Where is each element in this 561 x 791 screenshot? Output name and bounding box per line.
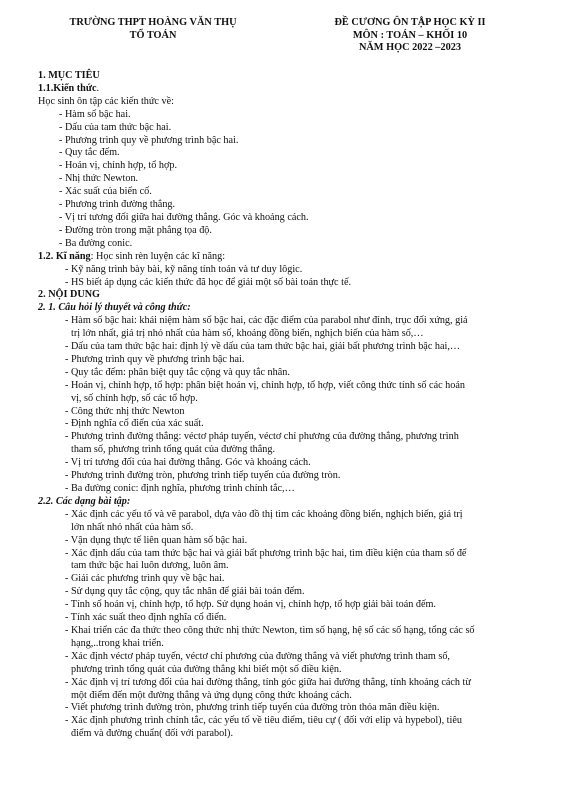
list-item-line: - Xác định phương trình chính tắc, các yếu tố về tiêu điểm, tiêu cự ( đối với elip và hypebol), tiêu [65, 715, 462, 727]
document-header [300, 17, 520, 55]
theory-list [38, 315, 528, 496]
list-item [38, 599, 528, 612]
list-item-line: - Khai triển các đa thức theo công thức nhị thức Newton, tìm số hạng, hệ số các số hạng, tổng các số [65, 624, 475, 636]
list-item-continuation: điểm và đường chuẩn( đối với parabol). [71, 728, 233, 740]
list-item: - Phương trình đường thẳng. [59, 199, 176, 211]
school-year: NĂM HỌC 2022 –2023 [358, 42, 462, 53]
list-item: - Xác suất của biến cố. [59, 186, 152, 198]
list-item [38, 367, 528, 380]
list-item-continuation: tham số, phương trình tổng quát của đường thẳng. [71, 444, 276, 456]
list-item: - Vị trí tương đối giữa hai đường thẳng. Góc và khoảng cách. [59, 211, 309, 223]
list-item [38, 625, 528, 651]
knowledge-intro: Học sinh ôn tập các kiến thức về: [38, 95, 174, 107]
list-item-line: - Xác định dấu của tam thức bậc hai và giải bất phương trình bậc hai, tìm điều kiện của tham số để [65, 547, 467, 559]
list-item-line: - Viết phương trình đường tròn, phương trình tiếp tuyến của đường tròn thỏa mãn điều kiện. [65, 702, 440, 714]
list-item [38, 470, 528, 483]
list-item [38, 418, 528, 431]
list-item: - Phương trình quy về phương trình bậc hai. [59, 134, 239, 146]
list-item [38, 677, 528, 703]
list-item: - Ba đường conic. [59, 237, 133, 249]
list-item-line: - Quy tắc đếm: phân biệt quy tắc cộng và quy tắc nhân. [65, 366, 290, 378]
knowledge-list [38, 109, 528, 251]
department-name: TỔ TOÁN [129, 29, 177, 41]
list-item-line: - Phương trình quy về phương trình bậc hai. [65, 353, 245, 365]
list-item-line: - Công thức nhị thức Newton [65, 405, 185, 417]
list-item-line: - Xác định các yếu tố và vẽ parabol, dựa vào đồ thị tìm các khoảng đồng biến, nghịch biến, giá trị [65, 508, 463, 520]
subsection-skills-title: 1.2. Kĩ năng: Học sinh rèn luyện các kĩ năng: [38, 250, 226, 262]
list-item-line: - Dấu của tam thức bậc hai: định lý về dấu của tam thức bậc hai, giải bất phương trình bậc hai,… [65, 341, 461, 353]
list-item [38, 702, 528, 715]
document-body [38, 70, 528, 741]
list-item [38, 406, 528, 419]
school-name: TRƯỜNG THPT HOÀNG VĂN THỤ [69, 17, 237, 28]
list-item-continuation: trị lớn nhất, giá trị nhỏ nhất của hàm số, khoảng đồng biến, nghịch biến của hàm số,… [71, 328, 424, 340]
list-item: - Hoán vị, chỉnh hợp, tổ hợp. [59, 160, 178, 172]
list-item-continuation: một điểm đến một đường thẳng và ứng dụng công thức khoảng cách. [71, 689, 352, 701]
list-item [38, 535, 528, 548]
subsection-exercises-title: 2.2. Các dạng bài tập: [38, 495, 131, 507]
list-item-continuation: lớn nhất nhỏ nhất của hàm số. [71, 521, 194, 533]
list-item-line: - Định nghĩa cổ điển của xác suất. [65, 418, 204, 430]
exercises-list [38, 509, 528, 741]
list-item-continuation: vị, số chỉnh hợp, số các tổ hợp. [71, 392, 198, 404]
list-item-continuation: phương trình tổng quát của đường thẳng khi biết một số điều kiện. [71, 663, 342, 675]
list-item: - Đường tròn trong mặt phẳng tọa độ. [59, 224, 212, 236]
list-item [38, 354, 528, 367]
list-item-line: - Sử dụng quy tắc cộng, quy tắc nhân để giải bài toán đếm. [65, 586, 305, 598]
list-item-line: - Hoán vị, chỉnh hợp, tổ hợp: phân biệt hoán vị, chỉnh hợp, tổ hợp, viết công thức tính số các hoán [65, 379, 465, 391]
list-item-continuation: hạng,..trong khai triển. [71, 637, 164, 649]
list-item-line: - Xác định véctơ pháp tuyến, véctơ chỉ phương của đường thẳng và viết phương trình tham số, [65, 650, 450, 662]
list-item: - Dấu của tam thức bậc hai. [59, 121, 172, 133]
section-content-title: 2. NỘI DUNG [38, 289, 100, 301]
list-item [38, 573, 528, 586]
subsection-theory-title: 2. 1. Câu hỏi lý thuyết và công thức: [38, 302, 191, 314]
list-item [38, 509, 528, 535]
school-header [48, 17, 258, 42]
list-item [38, 457, 528, 470]
list-item [38, 483, 528, 496]
list-item-line: - Vận dụng thực tế liên quan hàm số bậc hai. [65, 534, 248, 546]
list-item-continuation: tam thức bậc hai luôn dương, luôn âm. [71, 560, 229, 572]
list-item: - HS biết áp dụng các kiến thức đã học để giải một số bài toán thực tế. [65, 276, 352, 288]
list-item-line: - Giải các phương trình quy về bậc hai. [65, 573, 225, 585]
list-item: - Nhị thức Newton. [59, 173, 139, 185]
list-item: - Kỹ năng trình bày bài, kỹ năng tính toán và tư duy lôgic. [65, 263, 303, 275]
subsection-knowledge-title: 1.1.Kiến thức. [38, 82, 100, 94]
list-item: - Quy tắc đếm. [59, 147, 120, 159]
list-item [38, 380, 528, 406]
section-objectives-title: 1. MỤC TIÊU [38, 70, 100, 81]
list-item-line: - Tính xác suất theo định nghĩa cổ điển. [65, 612, 227, 624]
list-item-line: - Xác định vị trí tương đối của hai đường thẳng, tính góc giữa hai đường thẳng, tính khoảng cách từ [65, 676, 471, 688]
list-item-line: - Tính số hoán vị, chỉnh hợp, tổ hợp. Sử dụng hoán vị, chỉnh hợp, tổ hợp giải bài toán đếm. [65, 599, 436, 611]
list-item-line: - Phương trình đường thẳng: véctơ pháp tuyến, véctơ chỉ phương của đường thẳng, phương trình [65, 431, 459, 443]
list-item [38, 315, 528, 341]
list-item [38, 651, 528, 677]
list-item [38, 548, 528, 574]
skills-list [38, 264, 528, 290]
document-title: ĐỀ CƯƠNG ÔN TẬP HỌC KỲ II [334, 17, 486, 28]
list-item [38, 715, 528, 741]
list-item-line: - Hàm số bậc hai: khái niệm hàm số bậc hai, các đặc điểm của parabol như đỉnh, trục đối xứng, giá [65, 315, 468, 327]
list-item [38, 431, 528, 457]
list-item: - Hàm số bậc hai. [59, 108, 131, 120]
list-item [38, 341, 528, 354]
list-item-line: - Phương trình đường tròn, phương trình tiếp tuyến của đường tròn. [65, 470, 341, 482]
subject-line: MÔN : TOÁN – KHỐI 10 [352, 29, 468, 41]
list-item [38, 586, 528, 599]
list-item [38, 612, 528, 625]
list-item-line: - Vị trí tương đối của hai đường thẳng. Góc và khoảng cách. [65, 457, 311, 469]
list-item-line: - Ba đường conic: định nghĩa, phương trình chính tắc,… [65, 483, 295, 494]
